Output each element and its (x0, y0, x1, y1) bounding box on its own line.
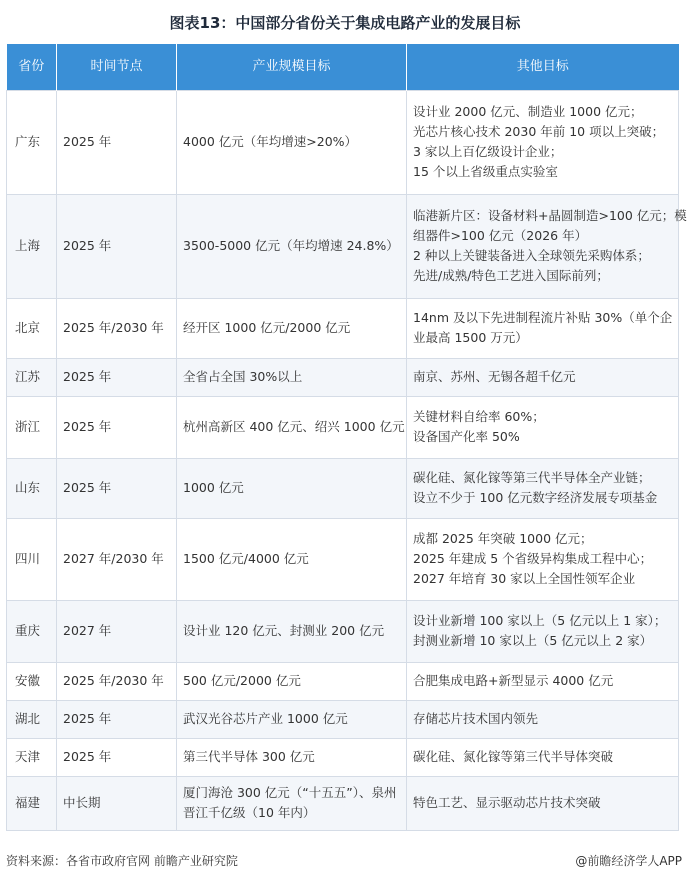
cell-other (407, 90, 679, 194)
table-row (7, 396, 679, 458)
cell-scale (177, 518, 407, 600)
cell-time: 2025 年 (57, 194, 177, 298)
header-time: 时间节点 (57, 44, 177, 90)
cell-other (407, 458, 679, 518)
other-line: 特色工艺、显示驱动芯片技术突破 (413, 795, 601, 810)
cell-time: 2025 年 (57, 738, 177, 776)
scale-line: 1000 亿元 (183, 480, 244, 495)
source-note: 资料来源：各省市政府官网 前瞻产业研究院 (6, 854, 238, 868)
scale-line: 全省占全国 30%以上 (183, 369, 303, 384)
scale-line: 500 亿元/2000 亿元 (183, 673, 301, 688)
table-body (7, 90, 687, 830)
table-row (7, 776, 679, 830)
other-line: 南京、苏州、无锡各超千亿元 (413, 369, 576, 384)
other-line: 设立不少于 100 亿元数字经济发展专项基金 (413, 490, 658, 505)
cell-scale (177, 600, 407, 662)
cell-province: 安徽 (7, 662, 57, 700)
scale-line: 设计业 120 亿元、封测业 200 亿元 (183, 623, 385, 638)
table-row (7, 700, 679, 738)
cell-scale (177, 458, 407, 518)
table-row (7, 90, 679, 194)
goals-table (6, 44, 687, 831)
scale-line: 经开区 1000 亿元/2000 亿元 (183, 320, 351, 335)
other-line: 2 种以上关键装备进入全球领先采购体系； (413, 248, 650, 263)
other-line: 成都 2025 年突破 1000 亿元； (413, 531, 593, 546)
cell-scale (177, 396, 407, 458)
cell-other (407, 662, 679, 700)
table-row (7, 600, 679, 662)
table-row (7, 662, 679, 700)
cell-other (407, 738, 679, 776)
other-line: 设计业 2000 亿元、制造业 1000 亿元； (413, 104, 643, 119)
scale-line: 4000 亿元（年均增速>20%） (183, 134, 358, 149)
header-scale: 产业规模目标 (177, 44, 407, 90)
cell-province: 浙江 (7, 396, 57, 458)
cell-time: 2027 年/2030 年 (57, 518, 177, 600)
other-line: 封测业新增 10 家以上（5 亿元以上 2 家） (413, 633, 653, 648)
cell-time: 2025 年/2030 年 (57, 662, 177, 700)
cell-other (407, 700, 679, 738)
scale-line: 杭州高新区 400 亿元、绍兴 1000 亿元 (183, 419, 405, 434)
cell-other (407, 518, 679, 600)
cell-time: 2025 年 (57, 700, 177, 738)
cell-scale (177, 90, 407, 194)
cell-province: 广东 (7, 90, 57, 194)
other-line: 临港新片区：设备材料+晶圆制造>100 亿元；模 (413, 208, 687, 223)
cell-province: 上海 (7, 194, 57, 298)
cell-scale (177, 700, 407, 738)
other-line: 14nm 及以下先进制程流片补贴 30%（单个企 (413, 310, 673, 325)
scale-line: 武汉光谷芯片产业 1000 亿元 (183, 711, 348, 726)
cell-other (407, 600, 679, 662)
cell-scale (177, 738, 407, 776)
scale-line: 厦门海沧 300 亿元（“十五五”）、泉州 (183, 785, 397, 800)
other-line: 2027 年培育 30 家以上全国性领军企业 (413, 571, 636, 586)
cell-other (407, 776, 679, 830)
cell-province: 四川 (7, 518, 57, 600)
other-line: 关键材料自给率 60%； (413, 409, 545, 424)
cell-province: 北京 (7, 298, 57, 358)
cell-other (407, 298, 679, 358)
cell-time: 2025 年 (57, 396, 177, 458)
page-title: 图表13：中国部分省份关于集成电路产业的发展目标 (169, 14, 521, 32)
other-line: 业最高 1500 万元） (413, 330, 528, 345)
other-line: 合肥集成电路+新型显示 4000 亿元 (413, 673, 614, 688)
scale-line: 1500 亿元/4000 亿元 (183, 551, 309, 566)
scale-line: 3500-5000 亿元（年均增速 24.8%） (183, 238, 399, 253)
cell-province: 重庆 (7, 600, 57, 662)
other-line: 碳化硅、氮化镓等第三代半导体全产业链； (413, 470, 651, 485)
scale-line: 第三代半导体 300 亿元 (183, 749, 315, 764)
cell-province: 山东 (7, 458, 57, 518)
cell-time: 2025 年 (57, 358, 177, 396)
other-line: 光芯片核心技术 2030 年前 10 项以上突破； (413, 124, 665, 139)
brand-credit: @前瞻经济学人APP (575, 854, 682, 868)
cell-province: 江苏 (7, 358, 57, 396)
table-row (7, 518, 679, 600)
header-province: 省份 (7, 44, 57, 90)
table-row (7, 298, 679, 358)
other-line: 组器件>100 亿元（2026 年） (413, 228, 588, 243)
cell-scale (177, 298, 407, 358)
other-line: 存储芯片技术国内领先 (413, 711, 539, 726)
cell-time: 2027 年 (57, 600, 177, 662)
table-row (7, 738, 679, 776)
cell-time: 中长期 (57, 776, 177, 830)
cell-scale (177, 776, 407, 830)
cell-time: 2025 年 (57, 90, 177, 194)
cell-scale (177, 662, 407, 700)
cell-province: 天津 (7, 738, 57, 776)
other-line: 3 家以上百亿级设计企业； (413, 144, 563, 159)
scale-line: 晋江千亿级（10 年内） (183, 805, 316, 820)
cell-province: 福建 (7, 776, 57, 830)
cell-time: 2025 年 (57, 458, 177, 518)
cell-scale (177, 358, 407, 396)
table-row (7, 458, 679, 518)
other-line: 碳化硅、氮化镓等第三代半导体突破 (413, 749, 614, 764)
cell-time: 2025 年/2030 年 (57, 298, 177, 358)
header-other: 其他目标 (407, 44, 679, 90)
table-header-row (7, 44, 679, 90)
other-line: 设计业新增 100 家以上（5 亿元以上 1 家）； (413, 613, 667, 628)
cell-province: 湖北 (7, 700, 57, 738)
cell-scale (177, 194, 407, 298)
cell-other (407, 194, 687, 298)
cell-other (407, 358, 679, 396)
other-line: 先进/成熟/特色工艺进入国际前列； (413, 268, 609, 283)
other-line: 设备国产化率 50% (413, 429, 520, 444)
table-row (7, 358, 679, 396)
cell-other (407, 396, 679, 458)
other-line: 2025 年建成 5 个省级异构集成工程中心； (413, 551, 653, 566)
table-row (7, 194, 679, 298)
other-line: 15 个以上省级重点实验室 (413, 164, 558, 179)
